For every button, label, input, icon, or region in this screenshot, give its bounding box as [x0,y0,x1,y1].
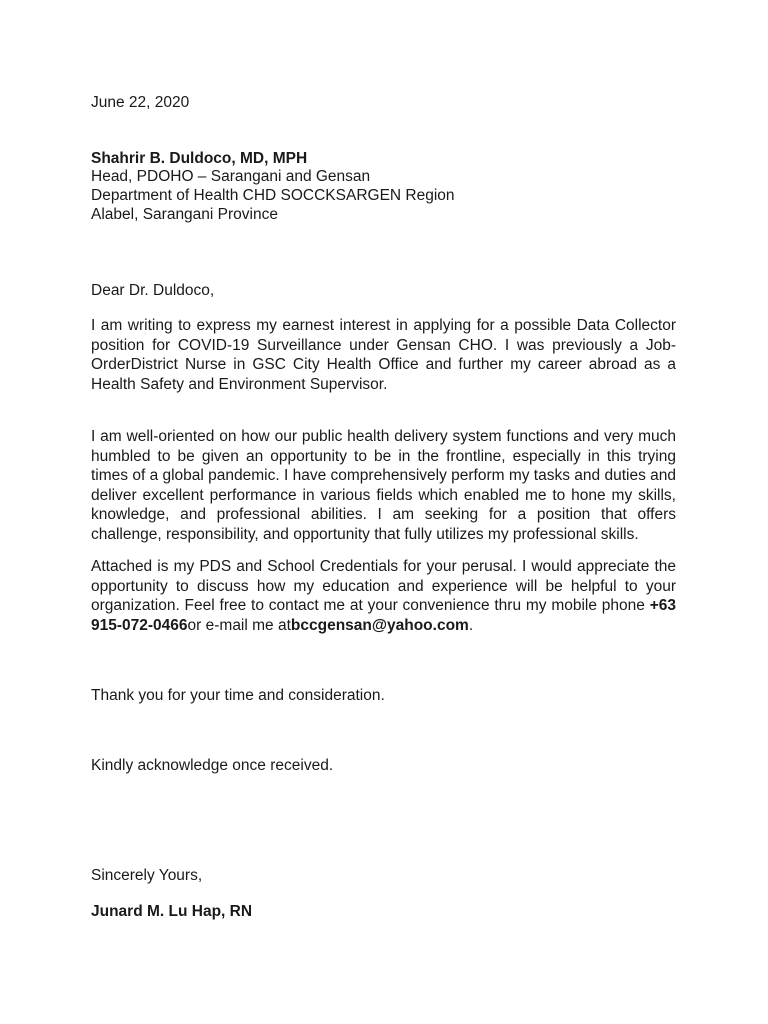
closing: Sincerely Yours, [91,867,203,884]
contact-mid-text: or e-mail me at [187,616,291,634]
contact-end: . [468,616,474,634]
recipient-name: Shahrir B. Duldoco, MD, MPH [91,150,308,167]
recipient-department: Department of Health CHD SOCCKSARGEN Region [91,187,455,204]
recipient-title: Head, PDOHO – Sarangani and Gensan [91,168,371,185]
contact-text: Attached is my PDS and School Credentials for your perusal. I would appreciate the opportunity to discuss how my education and experience will be helpful to your organization. Feel free to contact me at your convenience thru my mobile phone [91,558,676,614]
paragraph-intro: I am writing to express my earnest interest in applying for a possible Data Collector position for COVID-19 Surveillance under Gensan CHO. I was previously a Job-OrderDistrict Nurse in GSC City Health Office and further my career abroad as a Health Safety and Environment Supervisor. [91,317,676,393]
signature-name: Junard M. Lu Hap, RN [91,903,253,920]
acknowledge-line: Kindly acknowledge once received. [91,757,334,774]
email-address: bccgensan@yahoo.com [290,616,469,634]
salutation: Dear Dr. Duldoco, [91,282,215,299]
letter-date: June 22, 2020 [91,94,190,111]
mobile-phone: +63 915-072-0466 [91,597,676,634]
recipient-address: Alabel, Sarangani Province [91,206,278,223]
thanks-line: Thank you for your time and consideration. [91,687,385,704]
paragraph-experience: I am well-oriented on how our public health delivery system functions and very much humbled to be given an opportunity to be in the frontline, especially in this trying times of a global pandemic. I have comprehensively perform my tasks and duties and deliver excellent performance in various fields which enabled me to hone my skills, knowledge, and professional abilities. I am seeking for a position that offers challenge, responsibility, and opportunity that fully utilizes my professional skills. [91,428,676,543]
paragraph-contact [91,557,676,635]
